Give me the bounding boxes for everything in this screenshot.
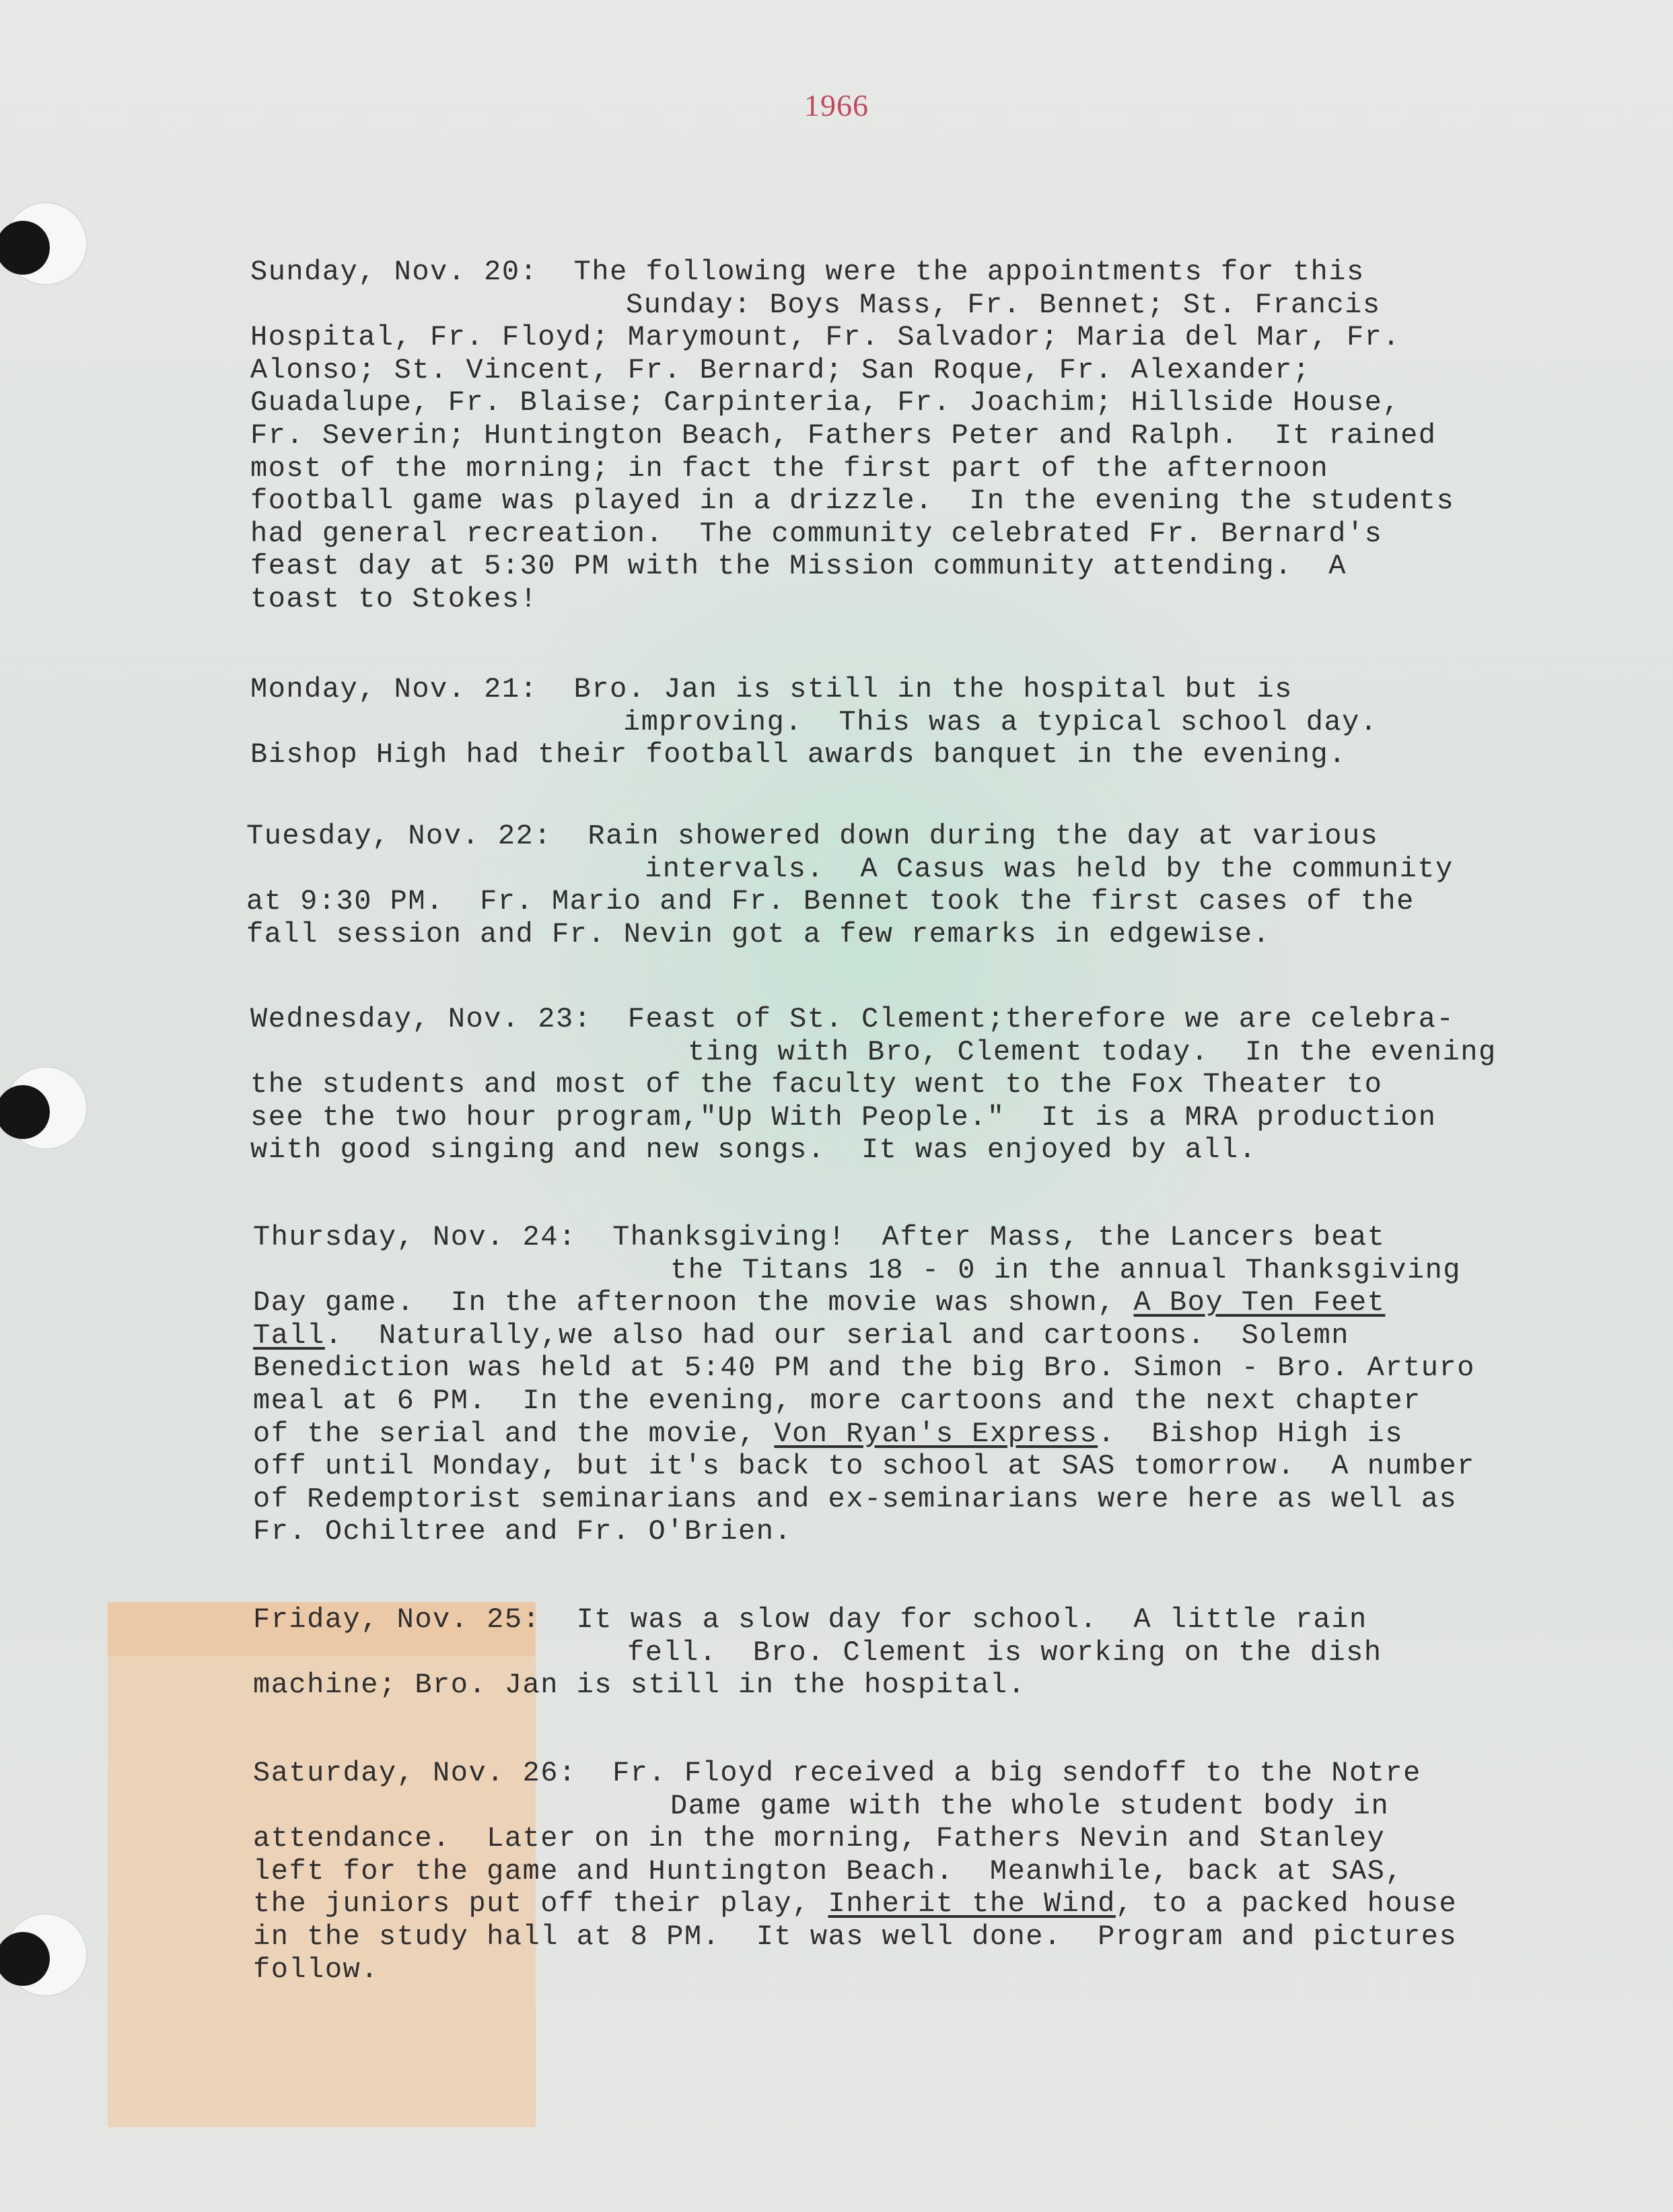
text-segment: most of the morning; in fact the first part of the afternoon bbox=[250, 452, 1329, 485]
text-segment: Monday, Nov. 21: Bro. Jan is still in the hospital but is bbox=[250, 673, 1293, 705]
entry-text-line bbox=[250, 1134, 1256, 1166]
binder-hole-bottom bbox=[4, 1913, 87, 1997]
entry-text-line bbox=[250, 1068, 1382, 1101]
entry-text-line bbox=[253, 1319, 1349, 1352]
text-segment: Hospital, Fr. Floyd; Marymount, Fr. Salvador; Maria del Mar, Fr. bbox=[250, 321, 1401, 354]
entry-text-line bbox=[250, 354, 1311, 386]
text-segment: the students and most of the faculty went to the Fox Theater to bbox=[250, 1068, 1383, 1101]
text-segment: had general recreation. The community celebrated Fr. Bernard's bbox=[250, 517, 1383, 550]
text-segment: . Naturally,we also had our serial and cartoons. Solemn bbox=[324, 1319, 1349, 1352]
underlined-title: Von Ryan's Express bbox=[774, 1417, 1098, 1450]
text-segment: with good singing and new songs. It was enjoyed by all. bbox=[250, 1134, 1257, 1167]
entry-text-line bbox=[253, 1385, 1421, 1417]
entry-heading-line bbox=[253, 1757, 1421, 1789]
text-segment: . Bishop High is bbox=[1098, 1417, 1404, 1450]
entry-heading-line bbox=[246, 820, 1378, 852]
entry-heading-line bbox=[253, 1221, 1385, 1253]
text-segment: Saturday, Nov. 26: Fr. Floyd received a big sendoff to the Notre bbox=[253, 1757, 1421, 1789]
entry-text-line bbox=[250, 518, 1382, 550]
entry-heading-line bbox=[250, 673, 1293, 705]
underlined-title: Inherit the Wind bbox=[828, 1888, 1116, 1921]
underlined-title: A Boy Ten Feet bbox=[1133, 1286, 1386, 1319]
text-segment: Dame game with the whole student body in bbox=[670, 1789, 1390, 1822]
text-segment: Wednesday, Nov. 23: Feast of St. Clement;therefore we are celebra- bbox=[250, 1003, 1455, 1035]
entry-text-line bbox=[253, 1286, 1385, 1319]
entry-text-line bbox=[253, 1921, 1457, 1953]
entry-text-line bbox=[250, 738, 1347, 771]
text-segment: machine; Bro. Jan is still in the hospital. bbox=[253, 1669, 1026, 1702]
text-segment: the Titans 18 - 0 in the annual Thanksgiving bbox=[670, 1253, 1461, 1286]
entry-text-line bbox=[253, 1450, 1475, 1482]
entry-heading-line bbox=[250, 256, 1365, 288]
entry-text-line bbox=[623, 706, 1378, 738]
entry-text-line bbox=[253, 1954, 379, 1986]
text-segment: left for the game and Huntington Beach. Meanwhile, back at SAS, bbox=[253, 1855, 1404, 1888]
text-segment: fell. Bro. Clement is working on the dish bbox=[627, 1636, 1382, 1669]
entry-text-line bbox=[670, 1254, 1461, 1286]
entry-text-line bbox=[250, 1101, 1436, 1134]
binder-hole-top bbox=[4, 202, 87, 285]
text-segment: Benediction was held at 5:40 PM and the big Bro. Simon - Bro. Arturo bbox=[253, 1352, 1475, 1385]
text-segment: in the study hall at 8 PM. It was well done. Program and pictures bbox=[253, 1921, 1458, 1953]
entry-text-line bbox=[253, 1822, 1385, 1855]
entry-text-line bbox=[253, 1669, 1026, 1701]
binder-hole-middle bbox=[4, 1066, 87, 1150]
text-segment: Guadalupe, Fr. Blaise; Carpinteria, Fr. Joachim; Hillside House, bbox=[250, 386, 1401, 419]
text-segment: football game was played in a drizzle. In the evening the students bbox=[250, 485, 1455, 518]
entry-text-line bbox=[250, 321, 1400, 353]
text-segment: at 9:30 PM. Fr. Mario and Fr. Bennet took the first cases of the bbox=[246, 885, 1415, 918]
text-segment: of the serial and the movie, bbox=[253, 1417, 775, 1450]
text-segment: feast day at 5:30 PM with the Mission community attending. A bbox=[250, 550, 1347, 583]
text-segment: Day game. In the afternoon the movie was shown, bbox=[253, 1286, 1134, 1319]
entry-text-line bbox=[645, 853, 1454, 885]
entry-heading-line bbox=[250, 1003, 1454, 1035]
entry-text-line bbox=[250, 583, 538, 615]
text-segment: see the two hour program,"Up With People." It is a MRA production bbox=[250, 1101, 1437, 1134]
text-segment: Thursday, Nov. 24: Thanksgiving! After Mass, the Lancers beat bbox=[253, 1221, 1386, 1253]
text-segment: meal at 6 PM. In the evening, more cartoons and the next chapter bbox=[253, 1385, 1421, 1417]
text-segment: improving. This was a typical school day. bbox=[623, 705, 1378, 738]
text-segment: attendance. Later on in the morning, Fathers Nevin and Stanley bbox=[253, 1822, 1386, 1855]
text-segment: Bishop High had their football awards banquet in the evening. bbox=[250, 738, 1347, 771]
text-segment: Tuesday, Nov. 22: Rain showered down during the day at various bbox=[246, 820, 1379, 852]
page-year: 1966 bbox=[804, 88, 869, 123]
entry-text-line bbox=[253, 1352, 1475, 1384]
entry-text-line bbox=[250, 452, 1328, 485]
underlined-title: Tall bbox=[253, 1319, 325, 1352]
entry-text-line bbox=[246, 885, 1415, 918]
text-segment: ting with Bro, Clement today. In the evening bbox=[688, 1035, 1497, 1068]
text-segment: Fr. Severin; Huntington Beach, Fathers Peter and Ralph. It rained bbox=[250, 419, 1437, 452]
entry-text-line bbox=[250, 485, 1454, 517]
entry-text-line bbox=[627, 1636, 1382, 1669]
entry-text-line bbox=[250, 419, 1436, 452]
text-segment: Alonso; St. Vincent, Fr. Bernard; San Roque, Fr. Alexander; bbox=[250, 353, 1311, 386]
text-segment: Sunday: Boys Mass, Fr. Bennet; St. Francis bbox=[626, 288, 1381, 321]
entry-text-line bbox=[670, 1790, 1389, 1822]
entry-text-line bbox=[253, 1515, 792, 1548]
entry-text-line bbox=[253, 1483, 1457, 1515]
text-segment: Friday, Nov. 25: It was a slow day for school. A little rain bbox=[253, 1603, 1367, 1636]
text-segment: Fr. Ochiltree and Fr. O'Brien. bbox=[253, 1515, 793, 1548]
text-segment: off until Monday, but it's back to school at SAS tomorrow. A number bbox=[253, 1450, 1475, 1483]
text-segment: toast to Stokes! bbox=[250, 583, 538, 615]
entry-text-line bbox=[253, 1418, 1403, 1450]
text-segment: the juniors put off their play, bbox=[253, 1888, 828, 1921]
text-segment: of Redemptorist seminarians and ex-seminarians were here as well as bbox=[253, 1482, 1458, 1515]
text-segment: , to a packed house bbox=[1115, 1888, 1458, 1921]
entry-text-line bbox=[253, 1855, 1403, 1888]
entry-text-line bbox=[626, 289, 1381, 321]
entry-text-line bbox=[250, 386, 1400, 419]
text-segment: Sunday, Nov. 20: The following were the appointments for this bbox=[250, 256, 1365, 288]
entry-text-line bbox=[246, 918, 1271, 951]
entry-heading-line bbox=[253, 1603, 1367, 1636]
text-segment: intervals. A Casus was held by the community bbox=[645, 852, 1454, 885]
text-segment: follow. bbox=[253, 1953, 379, 1986]
entry-text-line bbox=[688, 1036, 1497, 1068]
entry-text-line bbox=[253, 1888, 1457, 1920]
text-segment: fall session and Fr. Nevin got a few remarks in edgewise. bbox=[246, 918, 1271, 951]
entry-text-line bbox=[250, 550, 1347, 582]
